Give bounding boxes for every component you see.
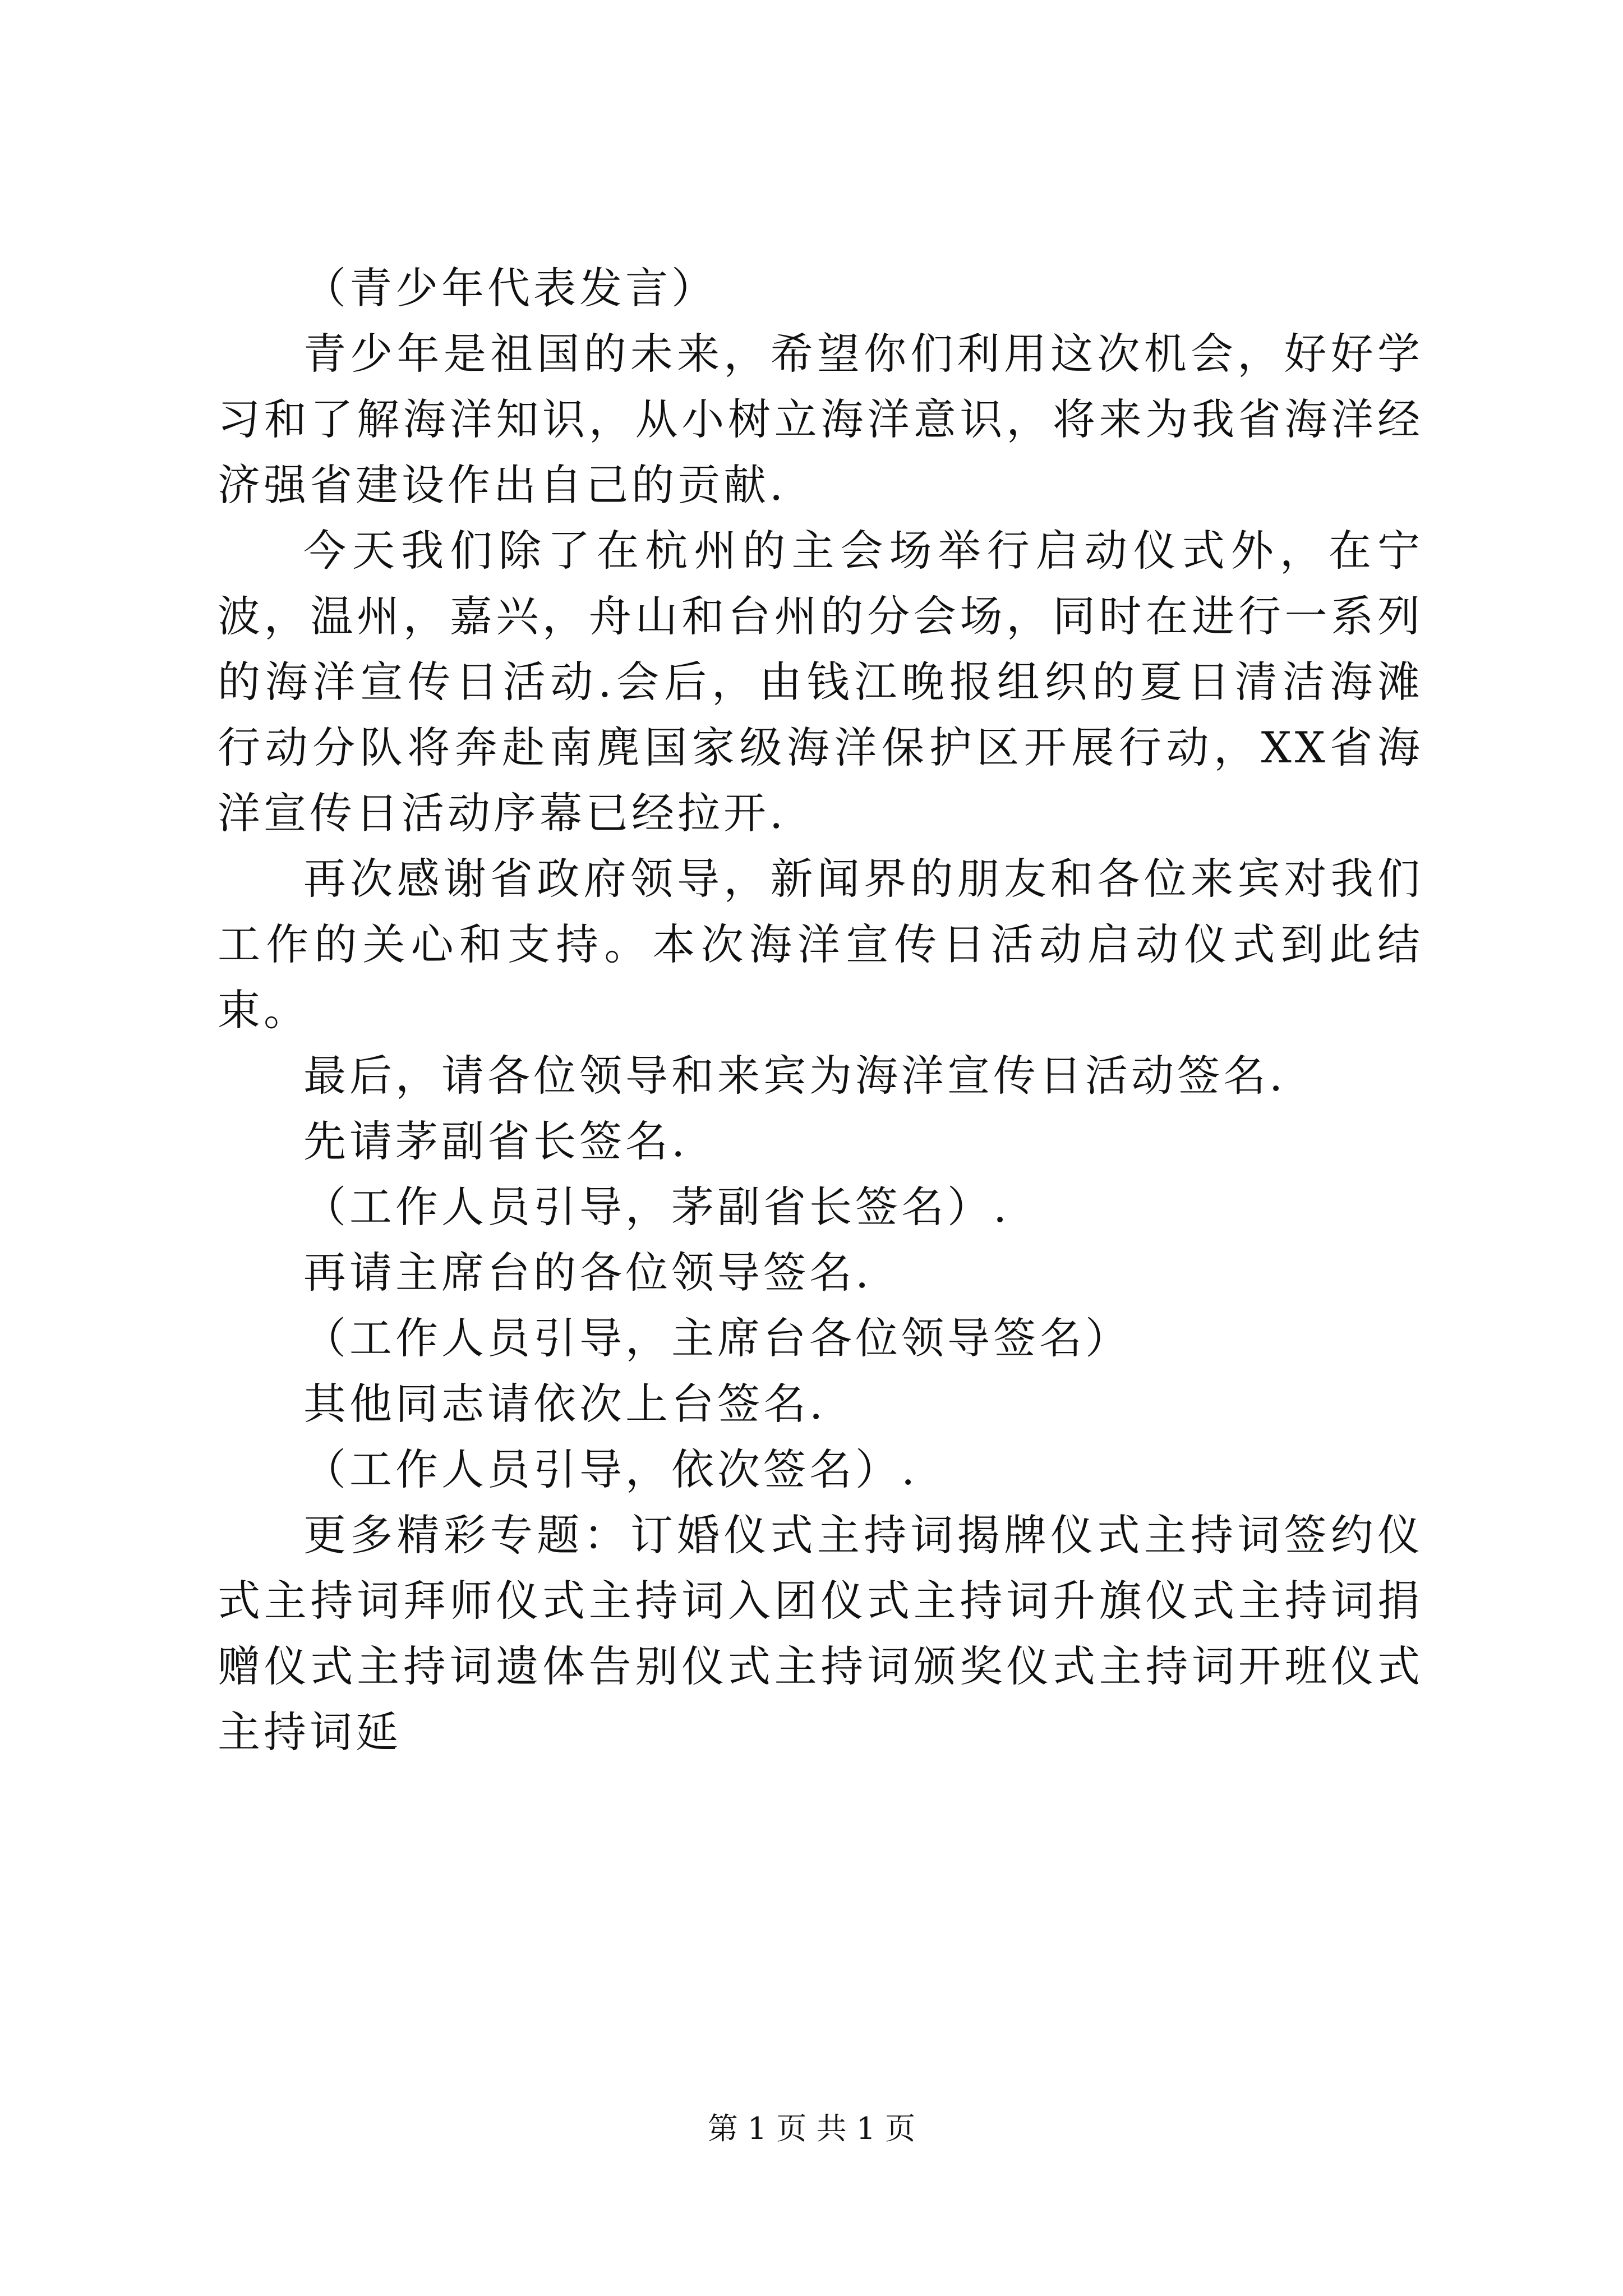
paragraph-staff-guide-rostrum: （工作人员引导，主席台各位领导签名）	[303, 1313, 1131, 1363]
paragraph-vice-governor-sign: 先请茅副省长签名.	[303, 1116, 689, 1166]
paragraph-staff-guide-others: （工作人员引导，依次签名）.	[303, 1444, 919, 1494]
paragraph-youth-speech-note: （青少年代表发言）	[303, 263, 717, 313]
paragraph-staff-guide-vice-governor: （工作人员引导，茅副省长签名）.	[303, 1182, 1011, 1232]
paragraph-others-sign: 其他同志请依次上台签名.	[303, 1379, 827, 1429]
paragraph-more-topics: 更多精彩专题：订婚仪式主持词揭牌仪式主持词签约仪式主持词拜师仪式主持词入团仪式主持词升旗仪式主持词捐赠仪式主持词遗体告别仪式主持词颁奖仪式主持词开班仪式主持词延	[218, 1510, 1423, 1757]
document-body	[218, 255, 1423, 1765]
paragraph-thanks: 再次感谢省政府领导，新闻界的朋友和各位来宾对我们工作的关心和支持。本次海洋宣传日活动启动仪式到此结束。	[218, 854, 1423, 1035]
paragraph-rostrum-sign: 再请主席台的各位领导签名.	[303, 1248, 873, 1297]
page-footer: 第 1 页 共 1 页	[707, 2111, 916, 2146]
paragraph-signing-invite: 最后，请各位领导和来宾为海洋宣传日活动签名.	[303, 1051, 1287, 1101]
paragraph-venues: 今天我们除了在杭州的主会场举行启动仪式外，在宁波，温州，嘉兴，舟山和台州的分会场，同时在进行一系列的海洋宣传日活动.会后，由钱江晚报组织的夏日清洁海滩行动分队将奔赴南麂国家级海洋保护区开展行动，XX省海洋宣传日活动序幕已经拉开.	[218, 526, 1423, 838]
paragraph-youth-hope: 青少年是祖国的未来，希望你们利用这次机会，好好学习和了解海洋知识，从小树立海洋意识，将来为我省海洋经济强省建设作出自己的贡献.	[218, 329, 1423, 510]
